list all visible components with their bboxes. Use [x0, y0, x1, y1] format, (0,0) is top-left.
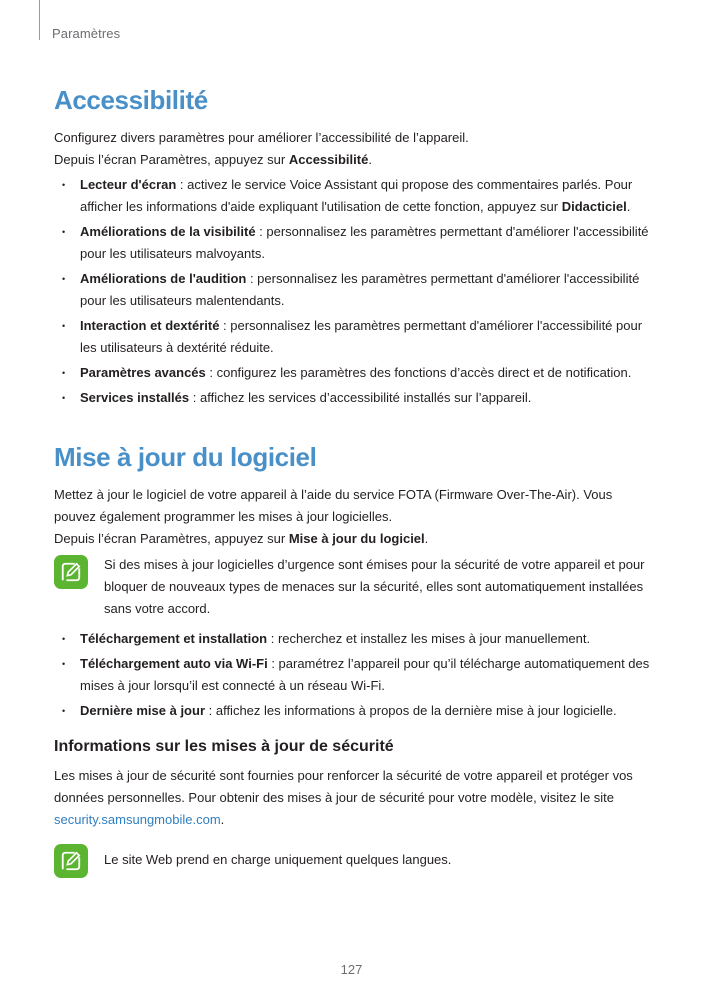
list-item: • Paramètres avancés : configurez les paramètres des fonctions d’accès direct et de notification. [54, 362, 654, 384]
note-languages [54, 843, 654, 879]
note-emergency-updates [54, 554, 654, 620]
list-item: • Lecteur d'écran : activez le service Voice Assistant qui propose des commentaires parlés. Pour afficher les informations d'aide expliquant l'utilisation de cette fonction, appuyez sur Didacticiel. [54, 174, 654, 218]
list-item: • Améliorations de l'audition : personnalisez les paramètres permettant d'améliorer l'accessibilité pour les utilisateurs malentendants. [54, 268, 654, 312]
accessibility-title: Accessibilité [54, 85, 208, 115]
software-update-list [54, 628, 654, 722]
accessibility-path: Depuis l’écran Paramètres, appuyez sur Accessibilité. [54, 152, 372, 167]
list-item: • Interaction et dextérité : personnalisez les paramètres permettant d'améliorer l'accessibilité pour les utilisateurs à dextérité réduite. [54, 315, 654, 359]
list-item: • Téléchargement et installation : recherchez et installez les mises à jour manuellement. [54, 628, 654, 650]
accessibility-section [54, 84, 654, 412]
note-text: Si des mises à jour logicielles d’urgence sont émises pour la sécurité de votre appareil et pour bloquer de nouveaux types de menaces sur la sécurité, elles sont automatiquement installées sans votre accord. [104, 557, 645, 616]
list-item: • Dernière mise à jour : affichez les informations à propos de la dernière mise à jour logicielle. [54, 700, 654, 722]
software-update-title: Mise à jour du logiciel [54, 442, 317, 472]
security-info-text: Les mises à jour de sécurité sont fournies pour renforcer la sécurité de votre appareil et protéger vos données personnelles. Pour obtenir des mises à jour de sécurité pour votre modèle, visitez le site security.samsungmobile.com. [54, 768, 633, 827]
note-pencil-icon [54, 844, 88, 878]
list-item: • Téléchargement auto via Wi-Fi : paramétrez l’appareil pour qu’il télécharge automatiquement des mises à jour lorsqu’il est connecté à un réseau Wi-Fi. [54, 653, 654, 697]
accessibility-list [54, 174, 654, 409]
security-info-heading: Informations sur les mises à jour de sécurité [54, 738, 394, 755]
header-divider [39, 0, 40, 40]
note-text: Le site Web prend en charge uniquement quelques langues. [104, 852, 452, 867]
software-update-path: Depuis l’écran Paramètres, appuyez sur Mise à jour du logiciel. [54, 531, 429, 546]
software-update-section [54, 441, 654, 887]
security-site-link[interactable]: security.samsungmobile.com [54, 812, 221, 827]
list-item: • Améliorations de la visibilité : personnalisez les paramètres permettant d'améliorer l'accessibilité pour les utilisateurs malvoyants. [54, 221, 654, 265]
accessibility-intro: Configurez divers paramètres pour améliorer l’accessibilité de l’appareil. [54, 130, 469, 145]
list-item: • Services installés : affichez les services d’accessibilité installés sur l’appareil. [54, 387, 654, 409]
note-pencil-icon [54, 555, 88, 589]
software-update-intro: Mettez à jour le logiciel de votre appareil à l’aide du service FOTA (Firmware Over-The-Air). Vous pouvez également programmer les mises à jour logicielles. [54, 487, 613, 524]
section-header-label: Paramètres [52, 26, 121, 41]
page-number: 127 [340, 962, 363, 977]
